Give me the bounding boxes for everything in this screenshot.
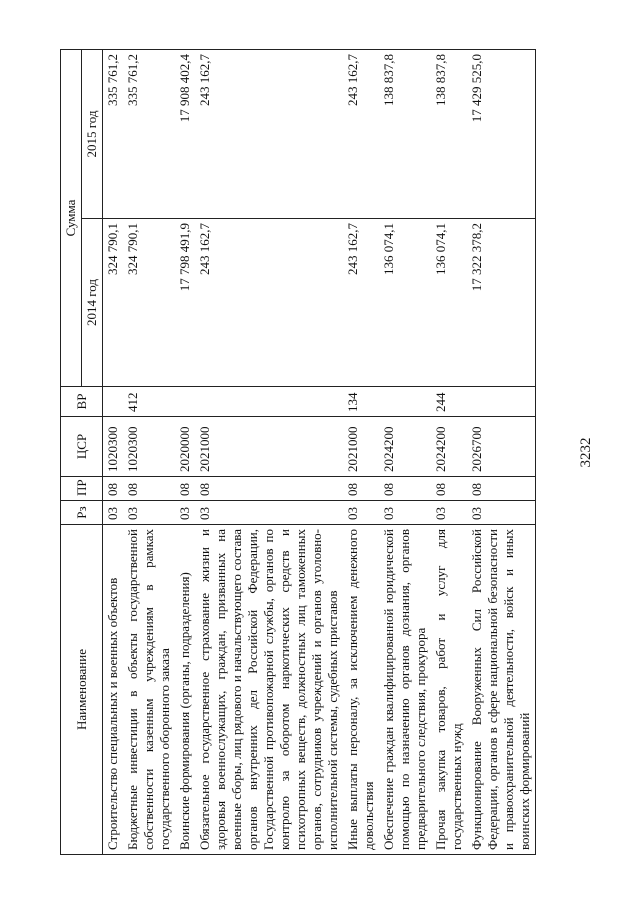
row-csr: 2024200 [379, 417, 431, 477]
row-sum-2015: 243 162,7 [195, 50, 343, 219]
row-pr: 08 [343, 477, 379, 501]
row-csr: 1020300 [123, 417, 175, 477]
row-pr: 08 [103, 477, 124, 501]
header-rz: Рз [61, 501, 103, 525]
row-sum-2014: 17 798 491,9 [175, 219, 195, 387]
row-vr: 134 [343, 387, 379, 417]
row-vr [379, 387, 431, 417]
row-sum-2015: 138 837,8 [431, 50, 467, 219]
header-pr: ПР [61, 477, 103, 501]
row-pr: 08 [123, 477, 175, 501]
row-csr: 2021000 [195, 417, 343, 477]
row-vr: 244 [431, 387, 467, 417]
table-row [379, 50, 431, 855]
row-sum-2014: 136 074,1 [379, 219, 431, 387]
table-row [431, 50, 467, 855]
row-name: Обеспечение граждан квалифицированной юридической помощью по назначению органов дознания, органов предварительного следствия, прокурора [379, 525, 431, 855]
row-sum-2015: 138 837,8 [379, 50, 431, 219]
header-vr: ВР [61, 387, 103, 417]
row-rz: 03 [343, 501, 379, 525]
row-pr: 08 [431, 477, 467, 501]
row-sum-2015: 335 761,2 [123, 50, 175, 219]
row-sum-2015: 243 162,7 [343, 50, 379, 219]
page-number: 3232 [578, 437, 594, 468]
row-name: Обязательное государственное страхование жизни и здоровья военнослужащих, граждан, призванных на военные сборы, лиц рядового и начальствующего состава органов внутренних дел Российской Федерации, Государственной противопожарной службы, органов по контролю за оборотом наркотических средств и психотропных веществ, должностных лиц таможенных органов, сотрудников учреждений и органов уголовно-исполнительной системы, судебных приставов [195, 525, 343, 855]
row-csr: 1020300 [103, 417, 124, 477]
table-row [195, 50, 343, 855]
header-name: Наименование [61, 525, 103, 855]
row-rz: 03 [431, 501, 467, 525]
row-pr: 08 [175, 477, 195, 501]
header-year-2015: 2015 год [82, 50, 103, 219]
table-row [467, 50, 536, 855]
row-pr: 08 [195, 477, 343, 501]
row-name: Бюджетные инвестиции в объекты государственной собственности казенным учреждениям в рамках государственного оборонного заказа [123, 525, 175, 855]
row-vr [175, 387, 195, 417]
header-row-top [61, 50, 82, 855]
row-csr: 2021000 [343, 417, 379, 477]
row-vr [467, 387, 536, 417]
table-row [123, 50, 175, 855]
row-name: Прочая закупка товаров, работ и услуг для государственных нужд [431, 525, 467, 855]
row-rz: 03 [175, 501, 195, 525]
row-vr [103, 387, 124, 417]
row-vr: 412 [123, 387, 175, 417]
header-csr: ЦСР [61, 417, 103, 477]
budget-table [60, 49, 536, 855]
row-sum-2014: 324 790,1 [103, 219, 124, 387]
row-sum-2014: 243 162,7 [195, 219, 343, 387]
row-name: Функционирование Вооруженных Сил Российской Федерации, органов в сфере национальной безопасности и правоохранительной деятельности, войск и иных воинских формирований [467, 525, 536, 855]
table-row [343, 50, 379, 855]
table-row [103, 50, 124, 855]
row-rz: 03 [195, 501, 343, 525]
row-name: Воинские формирования (органы, подразделения) [175, 525, 195, 855]
row-sum-2015: 17 908 402,4 [175, 50, 195, 219]
row-rz: 03 [123, 501, 175, 525]
table-row [175, 50, 195, 855]
row-vr [195, 387, 343, 417]
row-csr: 2024200 [431, 417, 467, 477]
row-name: Строительство специальных и военных объектов [103, 525, 124, 855]
row-sum-2014: 136 074,1 [431, 219, 467, 387]
row-sum-2014: 324 790,1 [123, 219, 175, 387]
row-csr: 2026700 [467, 417, 536, 477]
row-rz: 03 [467, 501, 536, 525]
row-rz: 03 [103, 501, 124, 525]
row-rz: 03 [379, 501, 431, 525]
row-name: Иные выплаты персоналу, за исключением денежного довольствия [343, 525, 379, 855]
header-sum: Сумма [61, 50, 82, 387]
row-sum-2015: 335 761,2 [103, 50, 124, 219]
row-sum-2015: 17 429 525,0 [467, 50, 536, 219]
header-year-2014: 2014 год [82, 219, 103, 387]
row-pr: 08 [467, 477, 536, 501]
row-csr: 2020000 [175, 417, 195, 477]
row-pr: 08 [379, 477, 431, 501]
row-sum-2014: 17 322 378,2 [467, 219, 536, 387]
row-sum-2014: 243 162,7 [343, 219, 379, 387]
